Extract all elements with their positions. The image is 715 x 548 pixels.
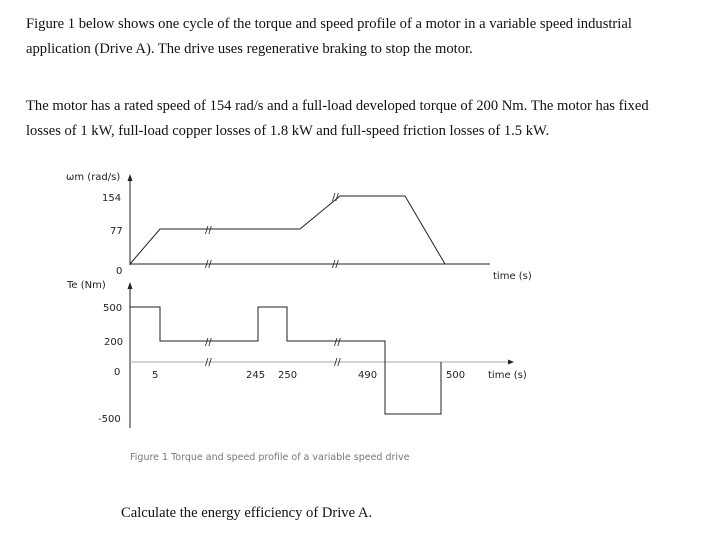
torque-axis-break-mark-2: // (334, 357, 341, 368)
torque-y-axis-arrow (128, 282, 133, 289)
question-text: Calculate the energy efficiency of Drive A. (121, 505, 373, 521)
speed-x-axis-label: time (s) (493, 271, 532, 282)
speed-tick-0: 0 (116, 266, 123, 277)
speed-break-mark-2: // (332, 192, 339, 203)
torque-x-axis-arrow (508, 360, 514, 365)
speed-axis-break-mark-2: // (332, 259, 339, 270)
torque-xtick-5: 5 (152, 370, 159, 381)
torque-xtick-245: 245 (246, 370, 266, 381)
speed-tick-154: 154 (102, 193, 122, 204)
intro-paragraph: Figure 1 below shows one cycle of the torque and speed profile of a motor in a variable speed industrial application (Drive A). The drive uses regenerative braking to stop the motor. (26, 16, 632, 57)
speed-tick-77: 77 (110, 226, 123, 237)
figure-caption: Figure 1 Torque and speed profile of a variable speed drive (130, 452, 410, 463)
torque-xtick-490: 490 (358, 370, 378, 381)
motor-spec-paragraph: The motor has a rated speed of 154 rad/s and a full-load developed torque of 200 Nm. The motor has fixed losses of 1 kW, full-load copper losses of 1.8 kW and full-speed friction losses of 1.5 kW. (26, 98, 649, 139)
torque-x-axis-label: time (s) (488, 370, 527, 381)
torque-profile-line (130, 307, 441, 414)
torque-break-mark-1: // (205, 337, 212, 348)
torque-xtick-250: 250 (278, 370, 298, 381)
torque-y-axis-label: Te (Nm) (67, 280, 106, 291)
torque-break-mark-2: // (334, 337, 341, 348)
torque-tick-minus-500: -500 (98, 414, 121, 425)
torque-tick-500: 500 (103, 303, 123, 314)
torque-tick-200: 200 (104, 337, 124, 348)
torque-tick-0: 0 (114, 367, 121, 378)
speed-y-axis-arrow (128, 174, 133, 181)
speed-break-mark-1: // (205, 225, 212, 236)
speed-profile-line (130, 196, 445, 264)
torque-axis-break-mark-1: // (205, 357, 212, 368)
speed-y-axis-label: ωm (rad/s) (66, 172, 121, 183)
speed-axis-break-mark-1: // (205, 259, 212, 270)
torque-xtick-500: 500 (446, 370, 466, 381)
